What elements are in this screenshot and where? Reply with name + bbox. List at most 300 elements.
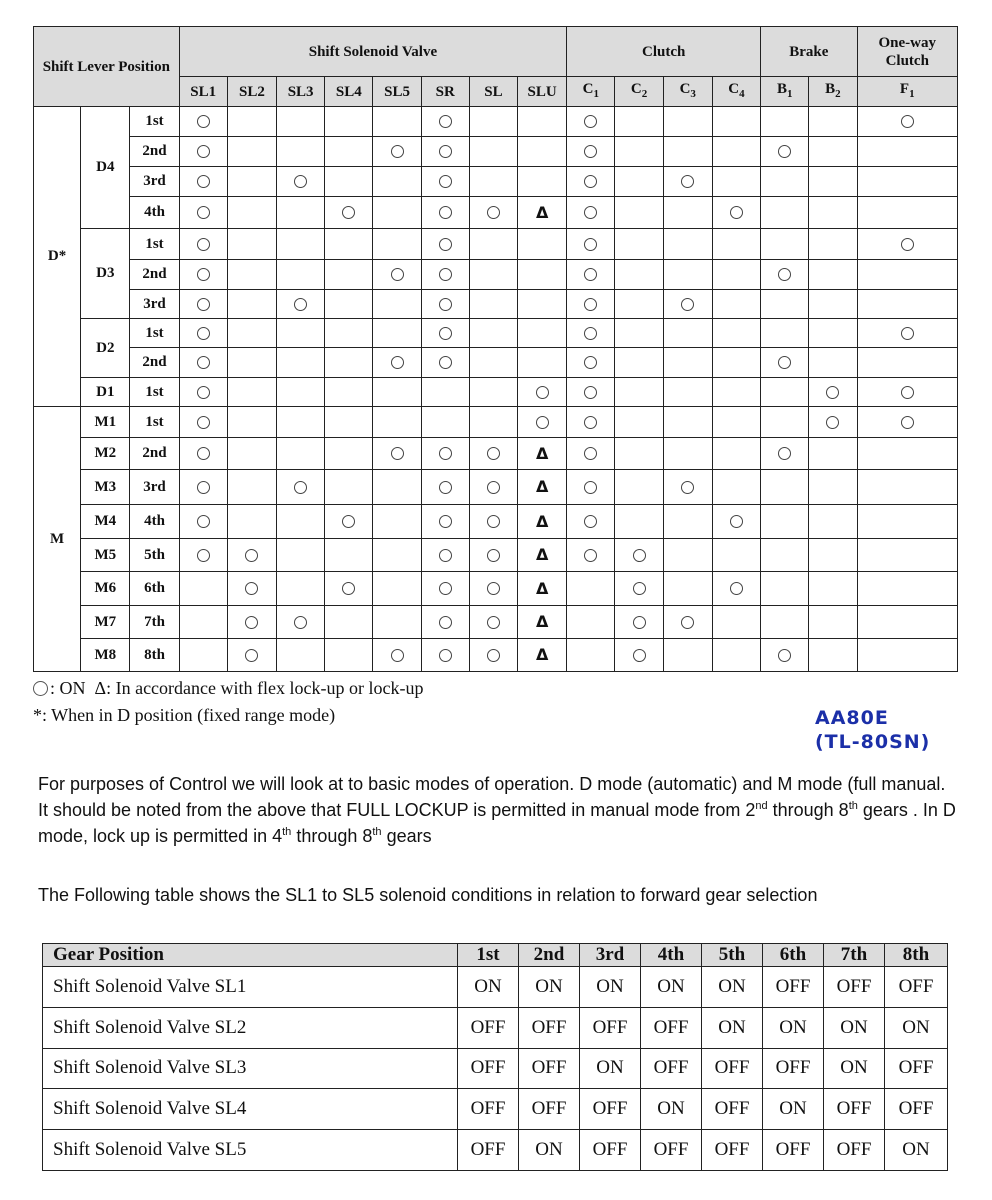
table-cell bbox=[712, 260, 760, 290]
on-circle-icon bbox=[584, 549, 597, 562]
gear-column-header: 1st bbox=[458, 944, 519, 967]
solenoid-state-cell: OFF bbox=[763, 1048, 824, 1089]
table-cell bbox=[809, 470, 857, 505]
table-cell bbox=[227, 438, 276, 470]
solenoid-state-cell: ON bbox=[519, 967, 580, 1008]
table-cell bbox=[857, 167, 957, 197]
on-circle-icon bbox=[901, 238, 914, 251]
on-circle-icon bbox=[197, 549, 210, 562]
solenoid-state-cell: ON bbox=[824, 1048, 885, 1089]
table-cell bbox=[179, 260, 227, 290]
on-circle-icon bbox=[439, 481, 452, 494]
table-cell bbox=[227, 260, 276, 290]
table-cell bbox=[179, 438, 227, 470]
table-cell bbox=[277, 197, 325, 229]
on-circle-icon bbox=[487, 481, 500, 494]
solenoid-state-cell: OFF bbox=[702, 1048, 763, 1089]
on-circle-icon bbox=[294, 175, 307, 188]
on-circle-icon bbox=[439, 582, 452, 595]
gear-column-header: 7th bbox=[824, 944, 885, 967]
column-header bbox=[518, 77, 567, 107]
table-cell bbox=[761, 319, 809, 348]
table-cell bbox=[469, 539, 517, 572]
table-cell bbox=[615, 290, 663, 319]
table-cell bbox=[325, 260, 373, 290]
header-shift-solenoid-valve: Shift Solenoid Valve bbox=[179, 27, 567, 77]
column-header-subscript: 3 bbox=[690, 88, 696, 100]
table-cell bbox=[277, 539, 325, 572]
table-cell bbox=[857, 378, 957, 407]
table-cell bbox=[373, 470, 421, 505]
solenoid-state-cell: OFF bbox=[519, 1007, 580, 1048]
gear-table-row bbox=[43, 1007, 948, 1048]
table-cell bbox=[373, 167, 421, 197]
table-cell bbox=[421, 378, 469, 407]
table-cell bbox=[277, 137, 325, 167]
gear-header-row bbox=[43, 944, 948, 967]
table-cell bbox=[615, 438, 663, 470]
table-cell bbox=[518, 348, 567, 378]
table-cell bbox=[277, 260, 325, 290]
table-cell bbox=[663, 378, 712, 407]
table-cell bbox=[518, 319, 567, 348]
gear-label: 2nd bbox=[130, 137, 179, 167]
table-cell bbox=[469, 107, 517, 137]
on-circle-icon bbox=[439, 356, 452, 369]
table-cell bbox=[469, 167, 517, 197]
paragraph-sup-1: nd bbox=[755, 800, 768, 812]
table-cell bbox=[761, 137, 809, 167]
table-cell bbox=[663, 229, 712, 260]
on-circle-icon bbox=[633, 582, 646, 595]
gear-label: 6th bbox=[130, 572, 179, 606]
on-circle-icon bbox=[197, 515, 210, 528]
on-circle-icon bbox=[294, 616, 307, 629]
table-cell bbox=[712, 137, 760, 167]
table-cell bbox=[567, 348, 615, 378]
on-circle-icon bbox=[391, 145, 404, 158]
table-cell bbox=[179, 167, 227, 197]
table-cell bbox=[373, 229, 421, 260]
table-row bbox=[34, 407, 958, 438]
table-cell bbox=[712, 290, 760, 319]
table-cell bbox=[325, 407, 373, 438]
table-cell bbox=[857, 470, 957, 505]
solenoid-label: Shift Solenoid Valve SL5 bbox=[43, 1130, 458, 1171]
on-circle-icon bbox=[245, 549, 258, 562]
on-circle-icon bbox=[584, 447, 597, 460]
table-cell bbox=[469, 348, 517, 378]
range-label: M7 bbox=[81, 606, 130, 639]
table-cell bbox=[615, 470, 663, 505]
solenoid-state-cell: OFF bbox=[458, 1089, 519, 1130]
table-cell bbox=[421, 229, 469, 260]
gear-column-header: 8th bbox=[885, 944, 948, 967]
gear-label: 1st bbox=[130, 319, 179, 348]
on-circle-icon bbox=[439, 447, 452, 460]
table-cell bbox=[227, 470, 276, 505]
table-cell bbox=[761, 107, 809, 137]
gear-label: 2nd bbox=[130, 260, 179, 290]
column-header bbox=[857, 77, 957, 107]
solenoid-state-cell: OFF bbox=[702, 1130, 763, 1171]
table-cell bbox=[663, 407, 712, 438]
on-circle-icon bbox=[197, 327, 210, 340]
on-circle-icon bbox=[391, 268, 404, 281]
table-cell bbox=[277, 167, 325, 197]
table-cell bbox=[663, 539, 712, 572]
table-row bbox=[34, 438, 958, 470]
model-label bbox=[815, 706, 930, 754]
on-circle-icon bbox=[439, 115, 452, 128]
on-circle-icon bbox=[197, 356, 210, 369]
table-cell bbox=[663, 505, 712, 539]
table-cell bbox=[421, 319, 469, 348]
column-header bbox=[809, 77, 857, 107]
table-row bbox=[34, 107, 958, 137]
on-circle-icon bbox=[901, 327, 914, 340]
gear-column-header: 4th bbox=[641, 944, 702, 967]
on-circle-icon bbox=[342, 206, 355, 219]
column-header-subscript: 2 bbox=[835, 88, 841, 100]
table-cell bbox=[518, 470, 567, 505]
solenoid-state-cell: ON bbox=[824, 1007, 885, 1048]
on-circle-icon bbox=[584, 206, 597, 219]
table-cell bbox=[712, 572, 760, 606]
table-cell bbox=[179, 470, 227, 505]
model-code: (TL-80SN) bbox=[815, 731, 931, 753]
table-cell bbox=[469, 470, 517, 505]
table-cell bbox=[518, 639, 567, 672]
table-cell bbox=[663, 260, 712, 290]
column-header bbox=[179, 77, 227, 107]
solenoid-state-cell: ON bbox=[580, 967, 641, 1008]
table-cell bbox=[518, 606, 567, 639]
gear-label: 5th bbox=[130, 539, 179, 572]
table-cell bbox=[227, 137, 276, 167]
table-cell bbox=[277, 505, 325, 539]
on-circle-icon bbox=[778, 447, 791, 460]
column-header-label: B bbox=[825, 81, 836, 97]
column-header bbox=[373, 77, 421, 107]
on-circle-icon bbox=[633, 649, 646, 662]
solenoid-state-cell: OFF bbox=[824, 967, 885, 1008]
gear-label: 4th bbox=[130, 505, 179, 539]
table-cell bbox=[277, 290, 325, 319]
on-circle-icon bbox=[584, 356, 597, 369]
column-header-label: SL1 bbox=[190, 83, 217, 100]
on-circle-icon bbox=[487, 549, 500, 562]
table-cell bbox=[421, 167, 469, 197]
table-cell bbox=[518, 438, 567, 470]
table-cell bbox=[179, 539, 227, 572]
table-cell bbox=[469, 260, 517, 290]
table-cell bbox=[615, 639, 663, 672]
table-cell bbox=[567, 438, 615, 470]
table-cell bbox=[567, 407, 615, 438]
table-cell bbox=[518, 539, 567, 572]
table-cell bbox=[179, 107, 227, 137]
table-cell bbox=[179, 606, 227, 639]
on-circle-icon bbox=[681, 298, 694, 311]
table-cell bbox=[518, 229, 567, 260]
table-cell bbox=[179, 229, 227, 260]
table-cell bbox=[518, 378, 567, 407]
table-cell bbox=[712, 407, 760, 438]
column-header-subscript: 1 bbox=[909, 88, 915, 100]
table-cell bbox=[567, 167, 615, 197]
on-circle-icon bbox=[730, 206, 743, 219]
table-cell bbox=[712, 319, 760, 348]
table-cell bbox=[712, 639, 760, 672]
table-cell bbox=[663, 167, 712, 197]
table-cell bbox=[615, 167, 663, 197]
lockup-triangle-icon: Δ bbox=[535, 612, 549, 631]
table-cell bbox=[857, 107, 957, 137]
gear-table-row bbox=[43, 1130, 948, 1171]
on-circle-icon bbox=[391, 356, 404, 369]
table-cell bbox=[809, 539, 857, 572]
solenoid-state-cell: OFF bbox=[702, 1089, 763, 1130]
range-label: M2 bbox=[81, 438, 130, 470]
table-cell bbox=[615, 197, 663, 229]
table-cell bbox=[277, 639, 325, 672]
header-shift-lever-position: Shift Lever Position bbox=[34, 27, 180, 107]
on-circle-icon bbox=[584, 115, 597, 128]
column-header-label: SL5 bbox=[384, 83, 410, 100]
legend-line bbox=[33, 677, 423, 699]
on-circle-icon bbox=[487, 206, 500, 219]
range-label: D2 bbox=[81, 319, 130, 378]
table-cell bbox=[809, 260, 857, 290]
table-cell bbox=[325, 438, 373, 470]
header-one-way-clutch: One-way Clutch bbox=[857, 27, 957, 77]
table-cell bbox=[469, 319, 517, 348]
column-header-label: C bbox=[728, 81, 740, 97]
table-cell bbox=[857, 260, 957, 290]
paragraph-text-5: gears bbox=[381, 826, 432, 846]
table-cell bbox=[712, 470, 760, 505]
table-row bbox=[34, 348, 958, 378]
gear-column-header: 5th bbox=[702, 944, 763, 967]
on-circle-icon bbox=[197, 447, 210, 460]
table-cell bbox=[761, 290, 809, 319]
table-row bbox=[34, 260, 958, 290]
range-label: M4 bbox=[81, 505, 130, 539]
table-row bbox=[34, 572, 958, 606]
on-circle-icon bbox=[901, 115, 914, 128]
table-cell bbox=[325, 539, 373, 572]
table-cell bbox=[809, 319, 857, 348]
on-circle-icon bbox=[584, 515, 597, 528]
table-cell bbox=[373, 197, 421, 229]
solenoid-state-cell: OFF bbox=[885, 1089, 948, 1130]
gear-label: 1st bbox=[130, 378, 179, 407]
solenoid-state-cell: OFF bbox=[519, 1089, 580, 1130]
table-cell bbox=[615, 107, 663, 137]
on-circle-icon bbox=[439, 298, 452, 311]
on-circle-icon bbox=[778, 356, 791, 369]
paragraph-sup-3: th bbox=[282, 826, 292, 838]
table-cell bbox=[421, 197, 469, 229]
table-cell bbox=[227, 167, 276, 197]
table-cell bbox=[227, 407, 276, 438]
on-circle-icon bbox=[681, 481, 694, 494]
solenoid-state-cell: ON bbox=[702, 1007, 763, 1048]
table-row bbox=[34, 167, 958, 197]
solenoid-state-cell: ON bbox=[763, 1089, 824, 1130]
gear-table-intro: The Following table shows the SL1 to SL5 solenoid conditions in relation to forward gear selection bbox=[38, 885, 818, 905]
column-header bbox=[567, 77, 615, 107]
table-cell bbox=[615, 539, 663, 572]
table-cell bbox=[179, 319, 227, 348]
table-cell bbox=[663, 137, 712, 167]
gear-label: 3rd bbox=[130, 167, 179, 197]
table-cell bbox=[179, 378, 227, 407]
range-label: D3 bbox=[81, 229, 130, 319]
table-cell bbox=[518, 197, 567, 229]
table-cell bbox=[518, 407, 567, 438]
table-cell bbox=[325, 348, 373, 378]
table-cell bbox=[857, 438, 957, 470]
table-cell bbox=[615, 137, 663, 167]
range-label: M3 bbox=[81, 470, 130, 505]
column-header-label: F bbox=[899, 81, 910, 97]
table-cell bbox=[567, 539, 615, 572]
column-header-label: C bbox=[679, 81, 691, 97]
gear-position-header: Gear Position bbox=[43, 944, 458, 967]
table-cell bbox=[857, 539, 957, 572]
table-cell bbox=[567, 505, 615, 539]
gear-label: 1st bbox=[130, 229, 179, 260]
table-cell bbox=[809, 107, 857, 137]
solenoid-state-cell: OFF bbox=[580, 1089, 641, 1130]
column-header bbox=[712, 77, 760, 107]
on-circle-icon bbox=[245, 616, 258, 629]
table-cell bbox=[373, 505, 421, 539]
table-row bbox=[34, 137, 958, 167]
paragraph-text-3: gears . In D mode, lock up is permitted in 4 bbox=[38, 800, 956, 846]
column-header-label: C bbox=[582, 81, 594, 97]
table-cell bbox=[809, 197, 857, 229]
lockup-triangle-icon: Δ bbox=[535, 202, 549, 222]
table-cell bbox=[469, 229, 517, 260]
table-cell bbox=[325, 572, 373, 606]
on-circle-icon bbox=[730, 515, 743, 528]
table-cell bbox=[227, 505, 276, 539]
table-cell bbox=[809, 378, 857, 407]
on-circle-icon bbox=[778, 649, 791, 662]
shift-application-table bbox=[33, 26, 958, 672]
table-cell bbox=[277, 229, 325, 260]
lockup-triangle-icon: Δ bbox=[535, 545, 549, 564]
solenoid-label: Shift Solenoid Valve SL3 bbox=[43, 1048, 458, 1089]
column-header-label: SL2 bbox=[239, 83, 265, 100]
on-circle-icon bbox=[245, 649, 258, 662]
gear-table-row bbox=[43, 967, 948, 1008]
table-cell bbox=[227, 319, 276, 348]
table-cell bbox=[421, 639, 469, 672]
table-row bbox=[34, 378, 958, 407]
table-cell bbox=[857, 137, 957, 167]
on-circle-icon bbox=[681, 175, 694, 188]
column-header bbox=[469, 77, 517, 107]
table-cell bbox=[325, 107, 373, 137]
table-cell bbox=[277, 319, 325, 348]
range-label: M5 bbox=[81, 539, 130, 572]
table-cell bbox=[809, 438, 857, 470]
lockup-triangle-icon: Δ bbox=[535, 578, 549, 598]
table-cell bbox=[325, 470, 373, 505]
on-circle-icon bbox=[197, 145, 210, 158]
table-cell bbox=[469, 505, 517, 539]
solenoid-state-cell: OFF bbox=[885, 967, 948, 1008]
table-row bbox=[34, 639, 958, 672]
table-cell bbox=[712, 378, 760, 407]
table-cell bbox=[712, 197, 760, 229]
table-cell bbox=[469, 197, 517, 229]
table-cell bbox=[663, 572, 712, 606]
legend-triangle-text: : In accordance with flex lock-up or lock-up bbox=[106, 678, 424, 698]
header-clutch: Clutch bbox=[567, 27, 761, 77]
column-header-label: SR bbox=[435, 83, 455, 100]
table-cell bbox=[761, 260, 809, 290]
table-cell bbox=[179, 639, 227, 672]
table-cell bbox=[179, 348, 227, 378]
table-cell bbox=[567, 470, 615, 505]
on-circle-icon bbox=[245, 582, 258, 595]
on-circle-icon bbox=[826, 386, 839, 399]
table-cell bbox=[469, 438, 517, 470]
on-circle-icon bbox=[197, 238, 210, 251]
solenoid-state-cell: OFF bbox=[763, 967, 824, 1008]
description-paragraph bbox=[38, 771, 958, 849]
on-circle-icon bbox=[633, 616, 646, 629]
lockup-triangle-icon: Δ bbox=[535, 443, 549, 463]
solenoid-state-cell: ON bbox=[763, 1007, 824, 1048]
solenoid-state-cell: OFF bbox=[641, 1048, 702, 1089]
table-cell bbox=[857, 572, 957, 606]
table-cell bbox=[615, 319, 663, 348]
table-cell bbox=[373, 438, 421, 470]
table-cell bbox=[761, 229, 809, 260]
table-cell bbox=[857, 407, 957, 438]
shift-table-body bbox=[34, 107, 958, 672]
table-cell bbox=[712, 167, 760, 197]
gear-solenoid-table bbox=[42, 943, 948, 1171]
legend-on-text: : ON bbox=[50, 678, 86, 698]
column-header bbox=[227, 77, 276, 107]
solenoid-label: Shift Solenoid Valve SL4 bbox=[43, 1089, 458, 1130]
table-cell bbox=[615, 407, 663, 438]
on-circle-icon bbox=[294, 298, 307, 311]
paragraph-text-1: For purposes of Control we will look at to basic modes of operation. D mode (automatic) and M mode (full manual. It should be noted from the above that FULL LOCKUP is permitted in manual mode from 2 bbox=[38, 774, 946, 820]
gear-label: 4th bbox=[130, 197, 179, 229]
table-cell bbox=[373, 606, 421, 639]
gear-label: 7th bbox=[130, 606, 179, 639]
solenoid-state-cell: ON bbox=[641, 1089, 702, 1130]
on-circle-icon bbox=[197, 298, 210, 311]
on-circle-icon bbox=[584, 175, 597, 188]
on-circle-icon bbox=[826, 416, 839, 429]
table-cell bbox=[227, 378, 276, 407]
on-circle-icon bbox=[197, 175, 210, 188]
range-label: D1 bbox=[81, 378, 130, 407]
solenoid-state-cell: OFF bbox=[580, 1130, 641, 1171]
table-row bbox=[34, 319, 958, 348]
column-header-label: SL3 bbox=[287, 83, 314, 100]
table-cell bbox=[325, 197, 373, 229]
